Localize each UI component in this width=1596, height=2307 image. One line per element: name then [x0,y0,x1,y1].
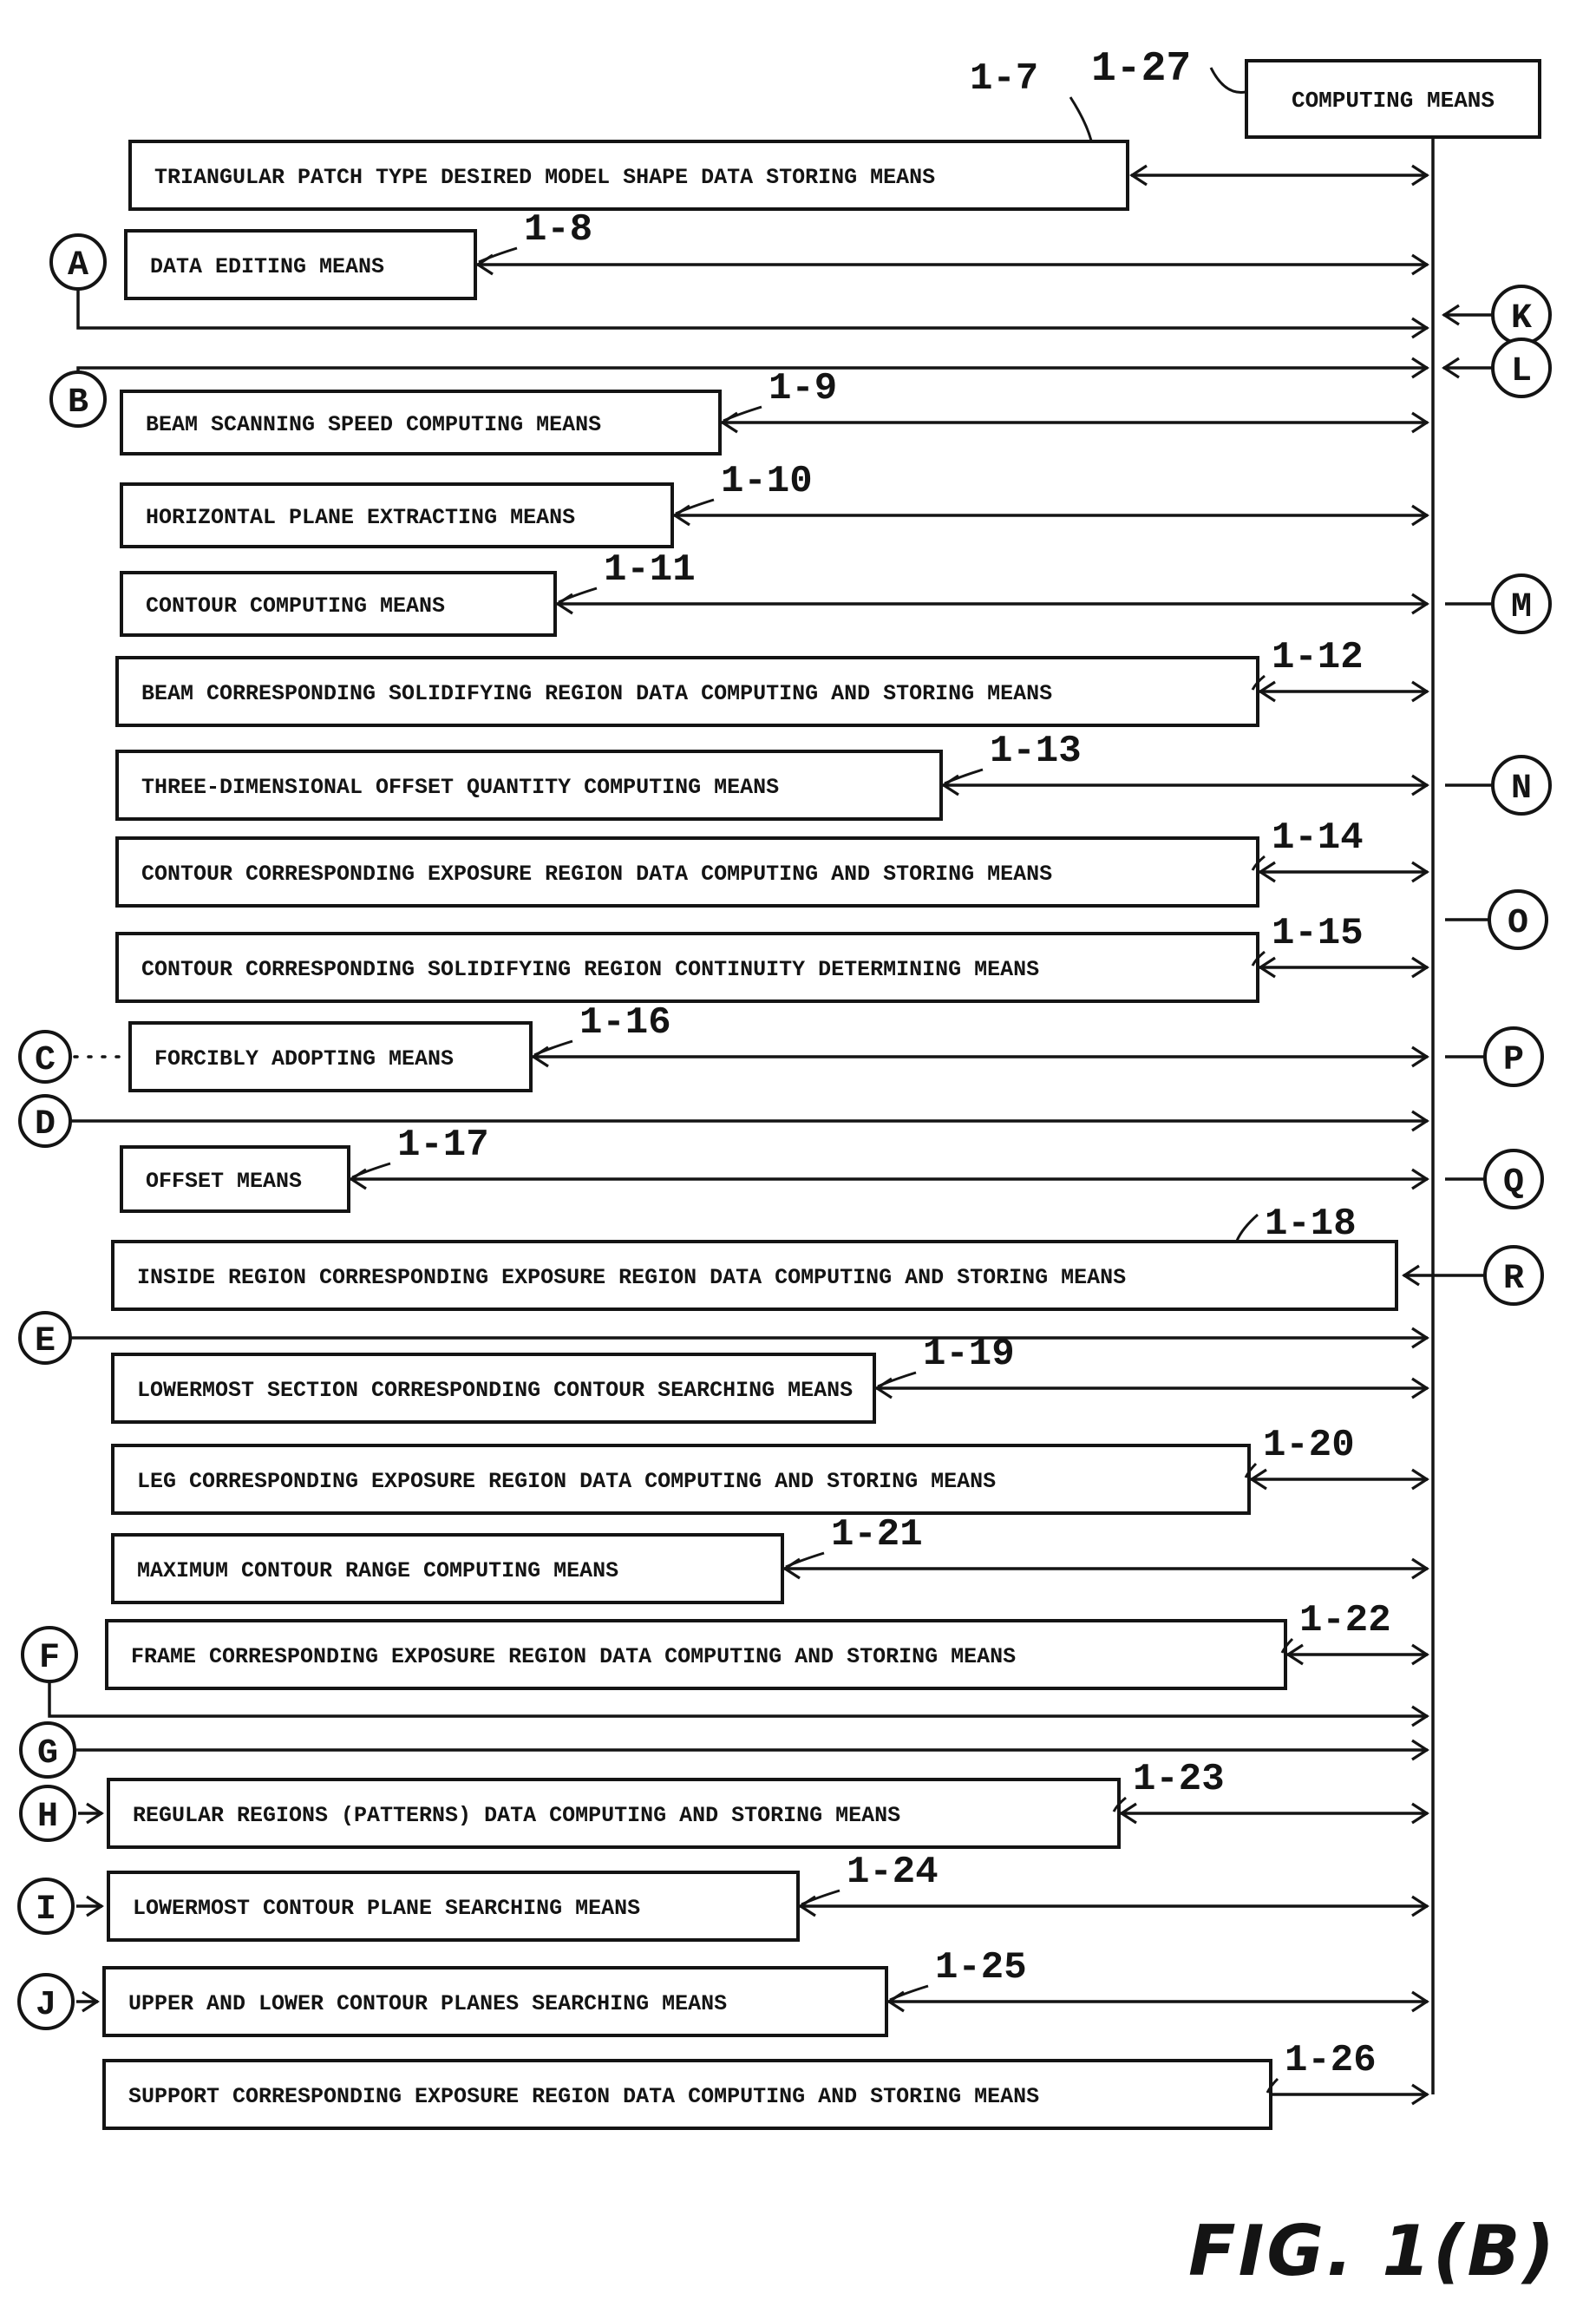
ref-label-1-21: 1-21 [831,1513,923,1557]
leader-1-7 [1070,97,1091,141]
ref-label-1-26: 1-26 [1285,2039,1377,2082]
box-1-19-label: LOWERMOST SECTION CORRESPONDING CONTOUR SEARCHING MEANS [137,1378,854,1403]
leader-1-17 [352,1163,390,1177]
figure-caption: FIG. 1(B) [1188,2211,1558,2291]
marker-letter-C: C [34,1041,56,1080]
leader-1-13 [945,770,983,783]
ref-label-1-16: 1-16 [579,1001,671,1045]
ref-label-1-25: 1-25 [935,1946,1027,1989]
ref-label-1-9: 1-9 [769,367,838,410]
box-1-22-label: FRAME CORRESPONDING EXPOSURE REGION DATA COMPUTING AND STORING MEANS [131,1644,1017,1669]
ref-label-1-7: 1-7 [970,57,1039,101]
ref-label-1-22: 1-22 [1299,1599,1391,1642]
box-1-13-label: THREE-DIMENSIONAL OFFSET QUANTITY COMPUTING MEANS [141,775,780,800]
marker-letter-K: K [1510,299,1533,338]
leader-1-18 [1237,1215,1258,1241]
ref-label-1-24: 1-24 [847,1851,939,1894]
box-1-24-label: LOWERMOST CONTOUR PLANE SEARCHING MEANS [133,1896,641,1921]
box-1-16-label: FORCIBLY ADOPTING MEANS [154,1046,455,1072]
marker-letter-M: M [1510,588,1533,627]
leader-1-8 [479,248,517,262]
box-1-18-label: INSIDE REGION CORRESPONDING EXPOSURE REGION DATA COMPUTING AND STORING MEANS [137,1265,1127,1290]
ref-label-1-23: 1-23 [1133,1758,1225,1801]
leader-1-19 [878,1373,916,1386]
box-1-11-label: CONTOUR COMPUTING MEANS [146,593,446,619]
ref-label-1-17: 1-17 [397,1124,489,1167]
leader-1-27 [1211,68,1246,92]
marker-letter-B: B [67,383,89,423]
ref-label-1-20: 1-20 [1263,1424,1355,1467]
leader-1-10 [676,500,714,514]
box-1-14-label: CONTOUR CORRESPONDING EXPOSURE REGION DATA COMPUTING AND STORING MEANS [141,862,1053,887]
box-1-23-label: REGULAR REGIONS (PATTERNS) DATA COMPUTING AND STORING MEANS [133,1803,901,1828]
marker-letter-Q: Q [1502,1163,1525,1203]
box-1-9-label: BEAM SCANNING SPEED COMPUTING MEANS [146,412,602,437]
box-1-8-label: DATA EDITING MEANS [150,254,385,279]
leader-1-21 [786,1553,824,1567]
ref-label-1-8: 1-8 [524,208,593,252]
marker-letter-G: G [36,1734,59,1773]
computing-means-label: COMPUTING MEANS [1291,88,1495,114]
leader-1-11 [559,588,597,602]
ref-label-1-15: 1-15 [1272,912,1364,955]
marker-letter-L: L [1510,352,1533,391]
box-1-7-label: TRIANGULAR PATCH TYPE DESIRED MODEL SHAPE DATA STORING MEANS [154,165,936,190]
marker-letter-A: A [67,246,89,285]
box-1-15-label: CONTOUR CORRESPONDING SOLIDIFYING REGION CONTINUITY DETERMINING MEANS [141,957,1040,982]
ref-label-1-18: 1-18 [1265,1203,1357,1246]
leader-1-16 [534,1041,572,1055]
ref-label-1-19: 1-19 [923,1333,1015,1376]
ref-label-1-14: 1-14 [1272,816,1364,860]
marker-letter-N: N [1510,770,1533,809]
box-1-10-label: HORIZONTAL PLANE EXTRACTING MEANS [146,505,576,530]
box-1-21-label: MAXIMUM CONTOUR RANGE COMPUTING MEANS [137,1558,619,1583]
marker-letter-R: R [1502,1260,1525,1299]
marker-letter-J: J [35,1986,57,2025]
ref-label-1-12: 1-12 [1272,636,1364,679]
box-1-25-label: UPPER AND LOWER CONTOUR PLANES SEARCHING MEANS [128,1991,728,2016]
connector-line-B [78,368,1428,372]
box-1-26-label: SUPPORT CORRESPONDING EXPOSURE REGION DATA COMPUTING AND STORING MEANS [128,2084,1040,2109]
box-1-12-label: BEAM CORRESPONDING SOLIDIFYING REGION DATA COMPUTING AND STORING MEANS [141,681,1053,706]
marker-letter-E: E [34,1322,56,1361]
leader-1-24 [801,1891,840,1904]
ref-label-1-27: 1-27 [1091,46,1192,93]
ref-label-1-11: 1-11 [604,548,696,592]
marker-letter-P: P [1502,1041,1525,1080]
marker-letter-H: H [36,1798,59,1837]
ref-label-1-10: 1-10 [721,460,813,503]
leader-1-9 [723,407,762,421]
ref-label-1-13: 1-13 [990,730,1082,773]
box-1-20-label: LEG CORRESPONDING EXPOSURE REGION DATA COMPUTING AND STORING MEANS [137,1469,997,1494]
marker-letter-F: F [38,1639,61,1678]
marker-letter-D: D [34,1105,56,1144]
box-1-17-label: OFFSET MEANS [146,1169,303,1194]
leader-1-25 [890,1986,928,2000]
marker-letter-O: O [1507,904,1529,943]
marker-letter-I: I [35,1891,57,1930]
